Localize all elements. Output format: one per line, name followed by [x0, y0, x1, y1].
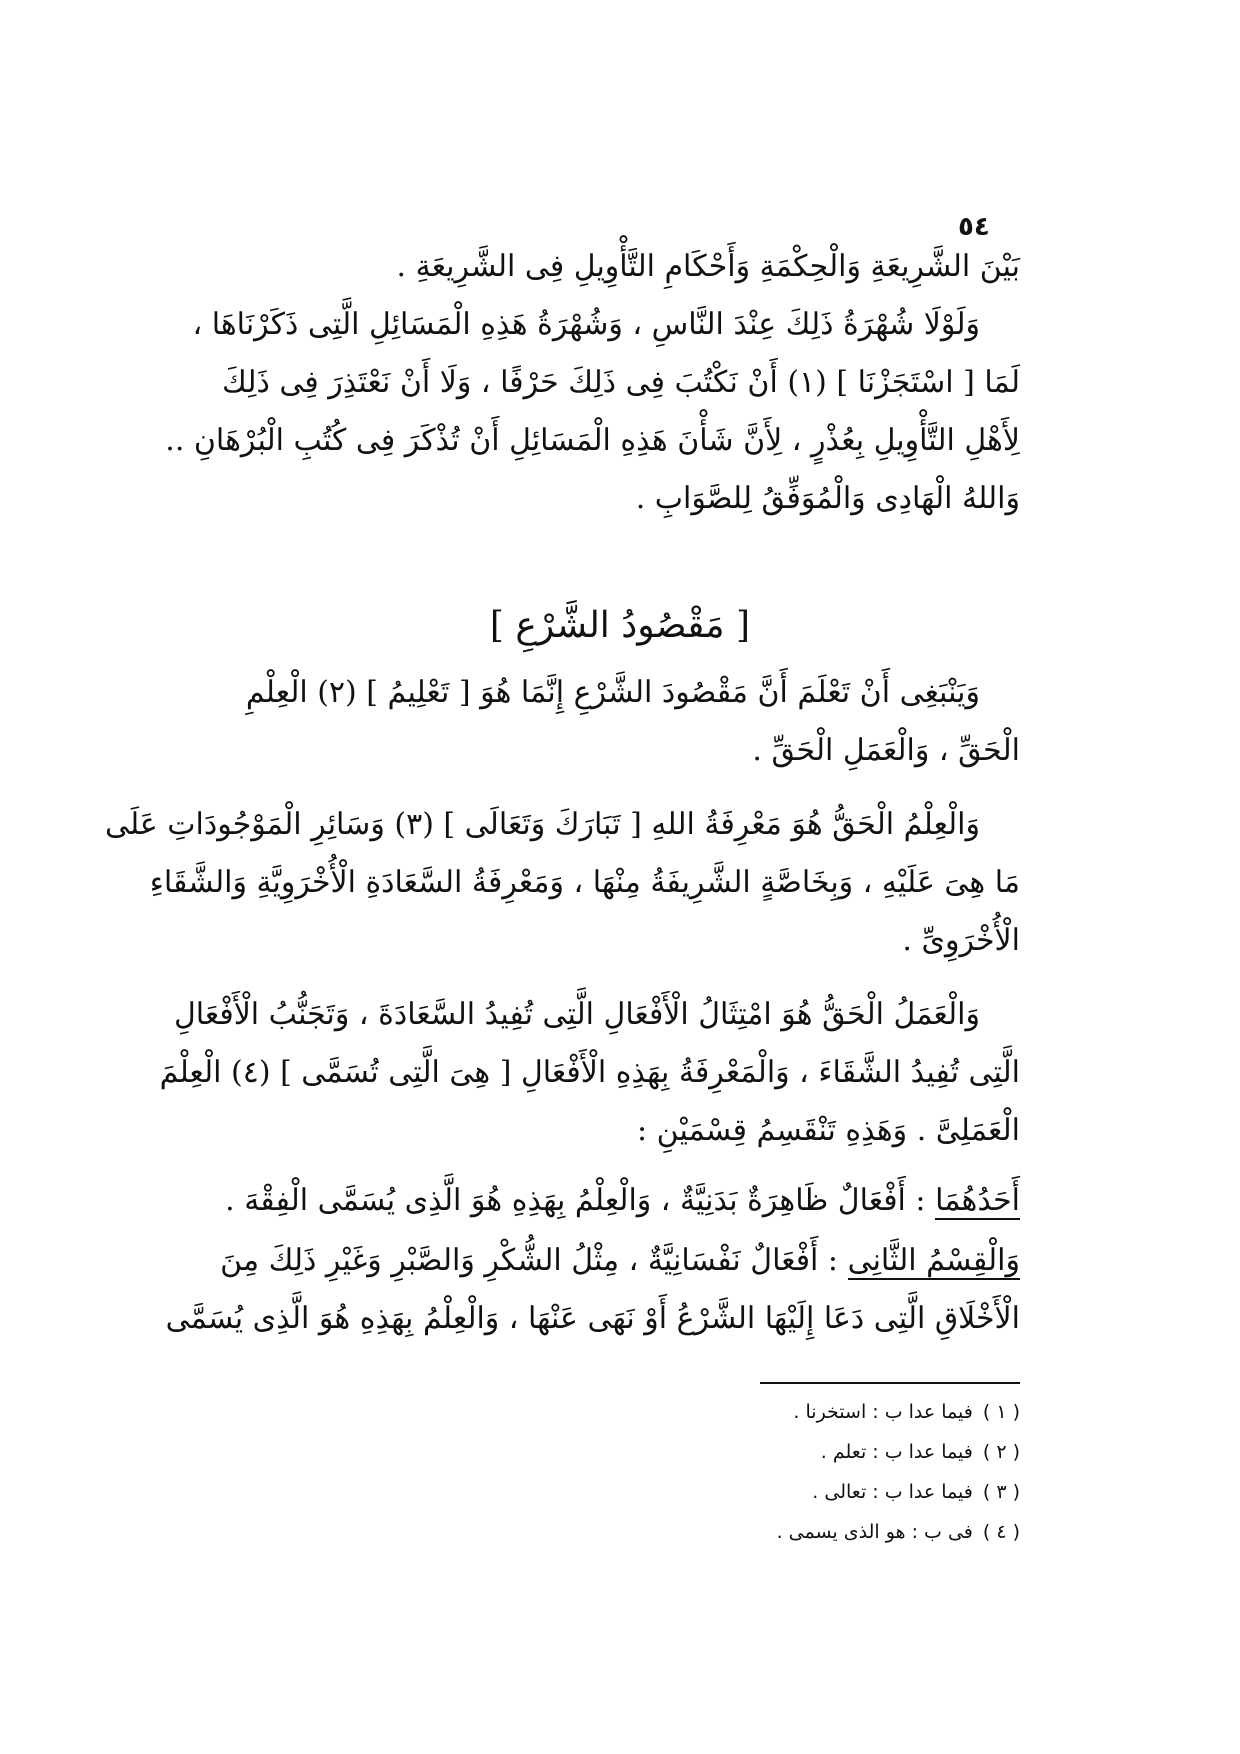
paragraph-opening: [165, 238, 1020, 528]
section-heading: [ مَقْصُودُ الشَّرْعِ ]: [489, 605, 751, 646]
division-text: : أَفْعَالٌ نَفْسَانِيَّةٌ ، مِثْلُ الشُّكْرِ وَالصَّبْرِ وَغَيْرِ ذَلِكَ مِنَ: [220, 1243, 848, 1278]
paragraph-first-division: [200, 1172, 1020, 1230]
paragraph-line: وَالْعَمَلُ الْحَقُّ هُوَ امْتِثَالُ الْأَفْعَالِ الَّتِى تُفِيدُ السَّعَادَةَ ، وَتَجَنُّبُ الْأَفْعَالِ: [173, 997, 980, 1032]
paragraph-line: الْأَخْلَاقِ الَّتِى دَعَا إِلَيْهَا الشَّرْعُ أَوْ نَهَى عَنْهَا ، وَالْعِلْمُ بِهَذِهِ هُوَ الَّذِى يُسَمَّى: [165, 1301, 1020, 1336]
footnote-number: ( ٢ ): [982, 1441, 1020, 1463]
division-label: وَالْقِسْمُ الثَّانِى: [847, 1243, 1020, 1278]
paragraph-line: [200, 1232, 1020, 1290]
page-number: ٥٤: [958, 212, 990, 242]
paragraph-line: وَالْعِلْمُ الْحَقُّ هُوَ مَعْرِفَةُ اللهِ [ تَبَارَكَ وَتَعَالَى ] (٣) وَسَائِرِ الْمَوْجُودَاتِ عَلَى: [104, 807, 980, 842]
footnote-item: [640, 1432, 1020, 1472]
footnote-item: [640, 1512, 1020, 1552]
paragraph-true-practice: [159, 986, 1020, 1160]
footnote-text: فيما عدا ب : تعلم .: [820, 1441, 973, 1463]
footnote-item: [640, 1392, 1020, 1432]
footnote-number: ( ١ ): [982, 1401, 1020, 1423]
footnote-text: فيما عدا ب : تعالى .: [812, 1481, 973, 1503]
paragraph-line: الْعَمَلِىَّ . وَهَذِهِ تَنْقَسِمُ قِسْمَيْنِ :: [637, 1113, 1020, 1148]
footnote-text: فى ب : هو الذى يسمى .: [776, 1521, 973, 1543]
paragraph-line: وَلَوْلَا شُهْرَةُ ذَلِكَ عِنْدَ النَّاسِ ، وَشُهْرَةُ هَذِهِ الْمَسَائِلِ الَّتِى ذَكَرْنَاهَا ،: [192, 307, 980, 342]
paragraph-line: لِأَهْلِ التَّأْوِيلِ بِعُذْرٍ ، لِأَنَّ شَأْنَ هَذِهِ الْمَسَائِلِ أَنْ تُذْكَرَ فِى كُتُبِ الْبُرْهَانِ ..: [165, 423, 1020, 458]
footnote-divider: [760, 1382, 1020, 1384]
footnote-text: فيما عدا ب : استخرنا .: [793, 1401, 973, 1423]
paragraph-second-division: [165, 1232, 1020, 1348]
paragraph-true-knowledge: [104, 796, 1020, 970]
paragraph-line: بَيْنَ الشَّرِيعَةِ وَالْحِكْمَةِ وَأَحْكَامِ التَّأْوِيلِ فِى الشَّرِيعَةِ .: [396, 249, 1020, 284]
footnotes: [640, 1392, 1020, 1552]
paragraph-line: الَّتِى تُفِيدُ الشَّقَاءَ ، وَالْمَعْرِفَةُ بِهَذِهِ الْأَفْعَالِ [ هِىَ الَّتِى تُسَمَّى ] (٤) الْعِلْمَ: [159, 1055, 1020, 1090]
paragraph-line: لَمَا [ اسْتَجَزْنَا ] (١) أَنْ نَكْتُبَ فِى ذَلِكَ حَرْفًا ، وَلَا أَنْ نَعْتَذِرَ فِى ذَلِكَ: [222, 365, 1020, 400]
paragraph-line: الْأُخْرَوِىِّ .: [902, 923, 1020, 958]
paragraph-line: [200, 1172, 1020, 1230]
footnote-number: ( ٤ ): [982, 1521, 1020, 1543]
paragraph-line: وَيَنْبَغِى أَنْ تَعْلَمَ أَنَّ مَقْصُودَ الشَّرْعِ إِنَّمَا هُوَ [ تَعْلِيمُ ] (٢) الْعِلْمِ: [245, 675, 980, 710]
footnote-item: [640, 1472, 1020, 1512]
paragraph-line: الْحَقِّ ، وَالْعَمَلِ الْحَقِّ .: [752, 733, 1020, 768]
division-label: أَحَدُهُمَا: [935, 1183, 1020, 1218]
paragraph-line: وَاللهُ الْهَادِى وَالْمُوَفِّقُ لِلصَّوَابِ .: [635, 481, 1020, 516]
paragraph-purpose: [200, 664, 1020, 780]
division-text: : أَفْعَالٌ ظَاهِرَةٌ بَدَنِيَّةٌ ، وَالْعِلْمُ بِهَذِهِ هُوَ الَّذِى يُسَمَّى الْفِقْهَ .: [225, 1183, 936, 1218]
footnote-number: ( ٣ ): [982, 1481, 1020, 1503]
paragraph-line: مَا هِىَ عَلَيْهِ ، وَبِخَاصَّةٍ الشَّرِيفَةُ مِنْهَا ، وَمَعْرِفَةُ السَّعَادَةِ الْأُخْرَوِيَّةِ وَالشَّقَاءِ: [149, 865, 1020, 900]
